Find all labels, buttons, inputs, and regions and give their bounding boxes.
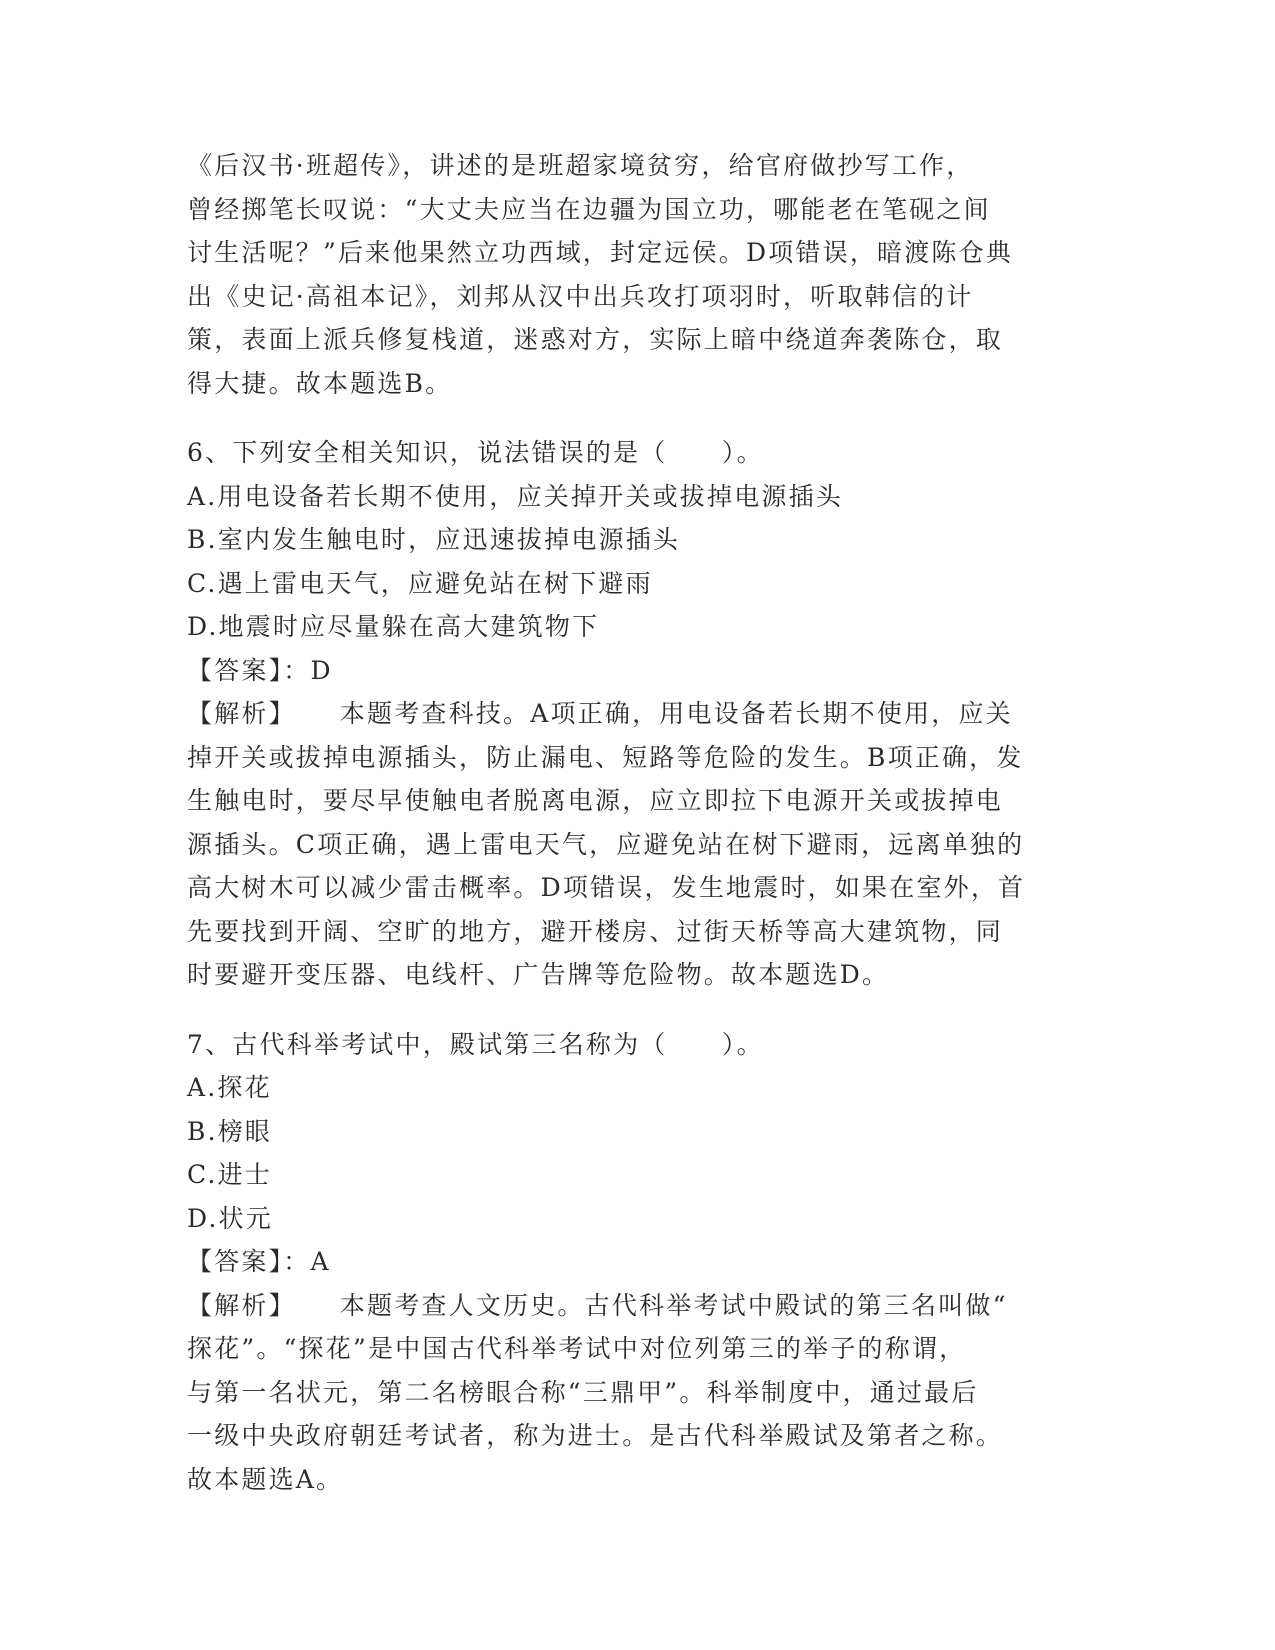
option-c: C.进士 <box>187 1160 272 1189</box>
paragraph-line: 曾经掷笔长叹说：“大丈夫应当在边疆为国立功，哪能老在笔砚之间 <box>187 194 991 224</box>
analysis-line: 高大树木可以减少雷击概率。D项错误，发生地震时，如果在室外，首 <box>187 873 1026 902</box>
answer-label: 【答案】： <box>187 655 311 685</box>
paragraph-line: 《后汉书·班超传》，讲述的是班超家境贫穷，给官府做抄写工作， <box>187 151 974 180</box>
question-stem: 6、下列安全相关知识，说法错误的是（ ）。 <box>187 438 764 467</box>
previous-analysis-continuation <box>187 144 1082 405</box>
option-b: B.室内发生触电时，应迅速拔掉电源插头 <box>187 525 681 554</box>
option-d: D.状元 <box>187 1203 273 1233</box>
analysis-text: 本题考查人文历史。古代科举考试中殿试的第三名叫做“ <box>339 1290 1008 1320</box>
option-a: A.用电设备若长期不使用，应关掉开关或拔掉电源插头 <box>187 481 844 511</box>
option-b: B.榜眼 <box>187 1116 273 1146</box>
analysis-first-line <box>187 1284 1082 1328</box>
analysis-line: 先要找到开阔、空旷的地方，避开楼房、过街天桥等高大建筑物，同 <box>187 916 1004 946</box>
answer-label: 【答案】： <box>187 1247 311 1276</box>
page-content <box>187 144 1082 1501</box>
question-stem: 7、古代科举考试中，殿试第三名称为（ ）。 <box>187 1029 764 1059</box>
answer-value: D <box>310 655 333 685</box>
paragraph-line: 得大捷。故本题选B。 <box>187 368 453 398</box>
paragraph-line: 策，表面上派兵修复栈道，迷惑对方，实际上暗中绕道奔袭陈仓，取 <box>187 325 1004 354</box>
paragraph-line: 出《史记·高祖本记》，刘邦从汉中出兵攻打项羽时，听取韩信的计 <box>187 281 974 311</box>
analysis-line: 掉开关或拔掉电源插头，防止漏电、短路等危险的发生。B项正确，发 <box>187 742 1024 772</box>
analysis-text: 本题考查科技。A项正确，用电设备若长期不使用，应关 <box>339 699 1013 728</box>
answer-value: A <box>310 1247 331 1276</box>
answer-line <box>187 1240 1082 1284</box>
analysis-first-line <box>187 692 1082 736</box>
analysis-line: 故本题选A。 <box>187 1464 344 1494</box>
option-c: C.遇上雷电天气，应避免站在树下避雨 <box>187 568 653 598</box>
question-7 <box>187 1023 1082 1502</box>
analysis-label: 【解析】 <box>187 699 296 728</box>
analysis-line: 生触电时，要尽早使触电者脱离电源，应立即拉下电源开关或拔掉电 <box>187 786 1004 815</box>
analysis-line: 与第一名状元，第二名榜眼合称“三鼎甲”。科举制度中，通过最后 <box>187 1377 979 1407</box>
answer-line <box>187 649 1082 693</box>
analysis-line: 源插头。C项正确，遇上雷电天气，应避免站在树下避雨，远离单独的 <box>187 829 1025 859</box>
option-a: A.探花 <box>187 1073 272 1102</box>
block-spacer <box>187 405 1082 431</box>
option-d: D.地震时应尽量躲在高大建筑物下 <box>187 612 600 641</box>
question-6 <box>187 431 1082 997</box>
analysis-line: 时要避开变压器、电线杆、广告牌等危险物。故本题选D。 <box>187 960 890 989</box>
block-spacer <box>187 997 1082 1023</box>
analysis-line: 探花”。“探花”是中国古代科举考试中对位列第三的举子的称谓， <box>187 1334 967 1363</box>
analysis-line: 一级中央政府朝廷考试者，称为进士。是古代科举殿试及第者之称。 <box>187 1421 1004 1450</box>
analysis-label: 【解析】 <box>187 1290 296 1320</box>
paragraph-line: 讨生活呢？”后来他果然立功西域，封定远侯。D项错误，暗渡陈仓典 <box>187 238 1014 267</box>
